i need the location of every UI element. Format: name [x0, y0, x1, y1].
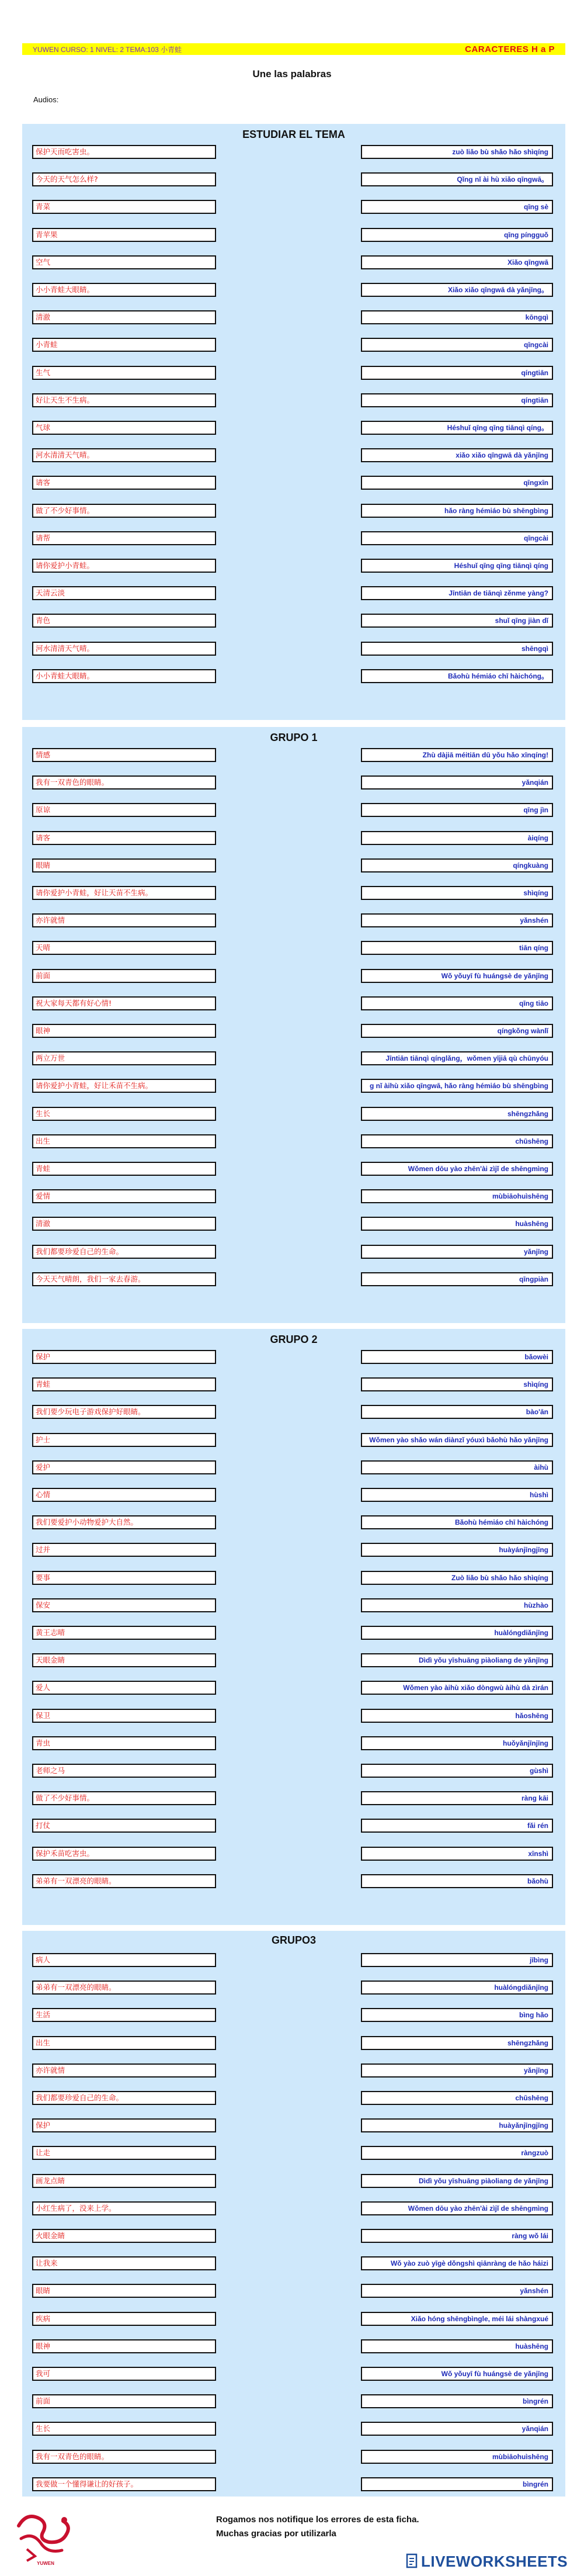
match-row — [22, 393, 565, 407]
right-pinyin-box[interactable]: Wǒmen dōu yào zhēn'ài zìjǐ de shēngmìng — [361, 1162, 553, 1176]
right-pinyin-box[interactable]: fǎi rén — [361, 1819, 553, 1833]
left-word-box[interactable]: 打仗 — [32, 1819, 216, 1833]
right-pinyin-box[interactable]: Wǒmen dōu yào zhēn'ài zìjǐ de shēngmìng — [361, 2201, 553, 2215]
right-pinyin-box[interactable]: Bǎohù hémiáo chī hàichóng — [361, 1515, 553, 1529]
right-pinyin-box[interactable]: bìngrén — [361, 2394, 553, 2408]
right-pinyin-box[interactable]: yǎnshén — [361, 2284, 553, 2298]
left-word-box[interactable]: 青苹果 — [32, 228, 216, 242]
right-pinyin-box[interactable]: xīnshì — [361, 1847, 553, 1861]
match-row — [22, 338, 565, 352]
right-pinyin-box[interactable]: qīngcài — [361, 531, 553, 545]
right-pinyin-box[interactable]: shēngzhǎng — [361, 1107, 553, 1121]
match-row — [22, 886, 565, 900]
right-pinyin-box[interactable]: qíngtiān — [361, 393, 553, 407]
right-pinyin-box[interactable]: Jīntiān tiānqì qínglǎng，wǒmen yījiā qù chūnyóu — [361, 1051, 553, 1065]
left-word-box[interactable]: 爱人 — [32, 1681, 216, 1695]
left-word-box[interactable]: 保护禾苗吃害虫。 — [32, 1847, 216, 1861]
section-title: GRUPO 2 — [270, 1334, 318, 1345]
left-word-box[interactable]: 生活 — [32, 2008, 216, 2022]
right-pinyin-box[interactable]: Dìdì yǒu yīshuāng piàoliang de yǎnjīng — [361, 1653, 553, 1667]
match-row — [22, 1460, 565, 1474]
left-word-box[interactable]: 眼神 — [32, 1024, 216, 1038]
match-row — [22, 2394, 565, 2408]
left-word-box[interactable]: 保安 — [32, 1598, 216, 1612]
right-pinyin-box[interactable]: yǎnqián — [361, 775, 553, 790]
left-word-box[interactable]: 弟弟有一双漂亮的眼睛。 — [32, 1981, 216, 1995]
match-row — [22, 858, 565, 872]
right-pinyin-box[interactable]: tiān qíng — [361, 941, 553, 955]
match-row — [22, 1245, 565, 1259]
left-word-box[interactable]: 画龙点睛 — [32, 2174, 216, 2188]
left-word-box[interactable]: 祝大家每天都有好心情! — [32, 996, 216, 1010]
match-row — [22, 1079, 565, 1093]
right-pinyin-box[interactable]: Wǒ yào zuò yīgè dǒngshì qiānràng de hǎo háizi — [361, 2256, 553, 2270]
match-row — [22, 2174, 565, 2188]
match-row — [22, 803, 565, 817]
right-pinyin-box[interactable]: gùshì — [361, 1764, 553, 1778]
match-row — [22, 1736, 565, 1750]
left-word-box[interactable]: 请你爱护小青蛙，好让天苗不生病。 — [32, 886, 216, 900]
match-row — [22, 228, 565, 242]
left-word-box[interactable]: 亦许就情 — [32, 2063, 216, 2078]
right-pinyin-box[interactable]: yǎnjīng — [361, 1245, 553, 1259]
match-row — [22, 1515, 565, 1529]
right-pinyin-box[interactable]: chūshēng — [361, 2091, 553, 2105]
left-word-box[interactable]: 小红生病了，没来上学。 — [32, 2201, 216, 2215]
right-pinyin-box[interactable]: g nǐ àihù xiǎo qīngwā, hǎo ràng hémiáo bù shēngbìng — [361, 1079, 553, 1093]
match-row — [22, 366, 565, 380]
left-word-box[interactable]: 要事 — [32, 1571, 216, 1585]
match-row — [22, 476, 565, 490]
logo-caption: YUWEN — [37, 2561, 54, 2566]
left-word-box[interactable]: 今天的天气怎么样? — [32, 172, 216, 186]
match-row — [22, 1107, 565, 1121]
match-row — [22, 1874, 565, 1888]
audios-label: Audios: — [33, 95, 59, 104]
right-pinyin-box[interactable]: zuò liǎo bù shǎo hǎo shìqíng — [361, 145, 553, 159]
left-word-box[interactable]: 天清云淡 — [32, 586, 216, 600]
right-pinyin-box[interactable]: qīng jìn — [361, 803, 553, 817]
left-word-box[interactable]: 清澈 — [32, 1217, 216, 1231]
left-word-box[interactable]: 小青蛙 — [32, 338, 216, 352]
match-row — [22, 1681, 565, 1695]
match-row — [22, 941, 565, 955]
match-row — [22, 310, 565, 324]
right-pinyin-box[interactable]: Zuò liǎo bù shǎo hǎo shìqíng — [361, 1571, 553, 1585]
match-row — [22, 1405, 565, 1419]
right-pinyin-box[interactable]: Xiǎo hóng shēngbìngle, méi lái shàngxué — [361, 2312, 553, 2326]
left-word-box[interactable]: 请你爱护小青蛙。 — [32, 559, 216, 573]
right-pinyin-box[interactable]: bìngrén — [361, 2477, 553, 2491]
right-pinyin-box[interactable]: Wǒ yǒuyī fù huángsè de yǎnjīng — [361, 2367, 553, 2381]
right-pinyin-box[interactable]: chūshēng — [361, 1134, 553, 1148]
right-pinyin-box[interactable]: qíngkǒng wànlǐ — [361, 1024, 553, 1038]
match-row — [22, 200, 565, 214]
right-pinyin-box[interactable]: bìng hǎo — [361, 2008, 553, 2022]
left-word-box[interactable]: 老师之马 — [32, 1764, 216, 1778]
left-word-box[interactable]: 请你爱护小青蛙，好让禾苗不生病。 — [32, 1079, 216, 1093]
left-word-box[interactable]: 请客 — [32, 831, 216, 845]
right-pinyin-box[interactable]: qīng píngguǒ — [361, 228, 553, 242]
right-pinyin-box[interactable]: Xiǎo qīngwā — [361, 255, 553, 269]
left-word-box[interactable]: 我们都要珍爱自己的生命。 — [32, 2091, 216, 2105]
right-pinyin-box[interactable]: ràngzuò — [361, 2146, 553, 2160]
match-row — [22, 2312, 565, 2326]
right-pinyin-box[interactable]: huàshēng — [361, 2339, 553, 2353]
match-row — [22, 1626, 565, 1640]
match-row — [22, 1847, 565, 1861]
left-word-box[interactable]: 空气 — [32, 255, 216, 269]
right-pinyin-box[interactable]: yǎnqián — [361, 2422, 553, 2436]
right-pinyin-box[interactable]: àihù — [361, 1460, 553, 1474]
right-pinyin-box[interactable]: Qǐng nǐ ài hù xiǎo qīngwā。 — [361, 172, 553, 186]
left-word-box[interactable]: 出生 — [32, 2036, 216, 2050]
left-word-box[interactable]: 天眼金睛 — [32, 1653, 216, 1667]
left-word-box[interactable]: 保护 — [32, 2118, 216, 2132]
match-row — [22, 1162, 565, 1176]
left-word-box[interactable]: 我们要少玩电子游戏保护好眼睛。 — [32, 1405, 216, 1419]
match-row — [22, 913, 565, 927]
match-row — [22, 2367, 565, 2381]
course-info: YUWEN CURSO: 1 NIVEL: 2 TEMA:103 小青蛙 — [33, 45, 182, 54]
right-pinyin-box[interactable]: Wǒ yǒuyī fù huángsè de yǎnjīng — [361, 969, 553, 983]
left-word-box[interactable]: 原谅 — [32, 803, 216, 817]
left-word-box[interactable]: 前面 — [32, 2394, 216, 2408]
right-pinyin-box[interactable]: xiǎo xiǎo qīngwā dà yǎnjīng — [361, 448, 553, 462]
match-row — [22, 145, 565, 159]
left-word-box[interactable]: 我们要爱护小动物爱护大自然。 — [32, 1515, 216, 1529]
left-word-box[interactable]: 气球 — [32, 421, 216, 435]
left-word-box[interactable]: 黄王志晴 — [32, 1626, 216, 1640]
right-pinyin-box[interactable]: huàlóngdiǎnjīng — [361, 1626, 553, 1640]
left-word-box[interactable]: 前面 — [32, 969, 216, 983]
right-pinyin-box[interactable]: jībìng — [361, 1953, 553, 1967]
left-word-box[interactable]: 保护天而吃害虫。 — [32, 145, 216, 159]
left-word-box[interactable]: 爱护 — [32, 1460, 216, 1474]
left-word-box[interactable]: 两立万世 — [32, 1051, 216, 1065]
right-pinyin-box[interactable]: kōngqì — [361, 310, 553, 324]
left-word-box[interactable]: 清澈 — [32, 310, 216, 324]
left-word-box[interactable]: 做了不少好事情。 — [32, 504, 216, 518]
left-word-box[interactable]: 爱情 — [32, 1189, 216, 1203]
left-word-box[interactable]: 青虫 — [32, 1736, 216, 1750]
match-row — [22, 1598, 565, 1612]
match-row — [22, 642, 565, 656]
right-pinyin-box[interactable]: shìqíng — [361, 886, 553, 900]
match-row — [22, 2201, 565, 2215]
left-word-box[interactable]: 我可 — [32, 2367, 216, 2381]
right-pinyin-box[interactable]: huàlóngdiǎnjīng — [361, 1981, 553, 1995]
left-word-box[interactable]: 我有一双青色的眼睛。 — [32, 2450, 216, 2464]
right-pinyin-box[interactable]: Héshuǐ qīng qīng tiānqì qíng。 — [361, 421, 553, 435]
left-word-box[interactable]: 眼睛 — [32, 2284, 216, 2298]
right-pinyin-box[interactable]: huàyánjīngjīng — [361, 1543, 553, 1557]
right-pinyin-box[interactable]: ràng kāi — [361, 1791, 553, 1805]
match-row — [22, 1571, 565, 1585]
match-row — [22, 1791, 565, 1805]
left-word-box[interactable]: 做了不少好事情。 — [32, 1791, 216, 1805]
left-word-box[interactable]: 小小青蛙大眼睛。 — [32, 669, 216, 683]
match-row — [22, 831, 565, 845]
match-row — [22, 1488, 565, 1502]
left-word-box[interactable]: 我要做一个懂得谦让的好孩子。 — [32, 2477, 216, 2491]
match-row — [22, 559, 565, 573]
match-row — [22, 1653, 565, 1667]
right-pinyin-box[interactable]: huǒyǎnjīnjīng — [361, 1736, 553, 1750]
right-pinyin-box[interactable]: Dìdì yǒu yīshuāng piàoliang de yǎnjīng — [361, 2174, 553, 2188]
match-row — [22, 775, 565, 790]
match-row — [22, 1051, 565, 1065]
match-row — [22, 1819, 565, 1833]
left-word-box[interactable]: 过并 — [32, 1543, 216, 1557]
right-pinyin-box[interactable]: Wǒmen yào shǎo wán diànzǐ yóuxì bǎohù hǎo yǎnjīng — [361, 1433, 553, 1447]
left-word-box[interactable]: 今天天气晴朗，我们一家去春游。 — [32, 1272, 216, 1286]
right-pinyin-box[interactable]: qíngtiān — [361, 366, 553, 380]
right-pinyin-box[interactable]: Xiǎo xiǎo qīngwā dà yǎnjīng。 — [361, 283, 553, 297]
left-word-box[interactable]: 情感 — [32, 748, 216, 762]
right-pinyin-box[interactable]: bào'ān — [361, 1405, 553, 1419]
right-pinyin-box[interactable]: hùshì — [361, 1488, 553, 1502]
match-row — [22, 614, 565, 628]
left-word-box[interactable]: 天晴 — [32, 941, 216, 955]
left-word-box[interactable]: 河水清清天气晴。 — [32, 448, 216, 462]
match-row — [22, 255, 565, 269]
left-word-box[interactable]: 青蛙 — [32, 1377, 216, 1391]
match-row — [22, 448, 565, 462]
match-row — [22, 283, 565, 297]
section-title: GRUPO3 — [271, 1934, 317, 1946]
right-pinyin-box[interactable]: huàshēng — [361, 1217, 553, 1231]
match-row — [22, 1543, 565, 1557]
brand-text: LIVEWORKSHEETS — [421, 2553, 568, 2570]
match-row — [22, 2118, 565, 2132]
right-pinyin-box[interactable]: ràng wǒ lái — [361, 2229, 553, 2243]
right-pinyin-box[interactable]: hǎoshēng — [361, 1709, 553, 1723]
left-word-box[interactable]: 心情 — [32, 1488, 216, 1502]
right-pinyin-box[interactable]: shìqíng — [361, 1377, 553, 1391]
left-word-box[interactable]: 病人 — [32, 1953, 216, 1967]
right-pinyin-box[interactable]: Zhù dàjiā méitiān dū yǒu hǎo xīnqíng! — [361, 748, 553, 762]
match-row — [22, 2450, 565, 2464]
right-pinyin-box[interactable]: qīng sè — [361, 200, 553, 214]
match-row — [22, 748, 565, 762]
match-row — [22, 996, 565, 1010]
right-pinyin-box[interactable]: qīng tiāo — [361, 996, 553, 1010]
left-word-box[interactable]: 请客 — [32, 476, 216, 490]
left-word-box[interactable]: 生长 — [32, 2422, 216, 2436]
match-row — [22, 421, 565, 435]
left-word-box[interactable]: 眼睛 — [32, 858, 216, 872]
right-pinyin-box[interactable]: bǎowèi — [361, 1350, 553, 1364]
match-row — [22, 1377, 565, 1391]
right-pinyin-box[interactable]: Bǎohù hémiáo chī hàichóng。 — [361, 669, 553, 683]
liveworksheets-icon — [406, 2553, 419, 2568]
left-word-box[interactable]: 我们都要珍爱自己的生命。 — [32, 1245, 216, 1259]
left-word-box[interactable]: 生长 — [32, 1107, 216, 1121]
right-pinyin-box[interactable]: hǎo ràng hémiáo bù shēngbìng — [361, 504, 553, 518]
left-word-box[interactable]: 保卫 — [32, 1709, 216, 1723]
top-header-bar — [22, 43, 565, 55]
right-pinyin-box[interactable]: bǎohù — [361, 1874, 553, 1888]
match-row — [22, 2477, 565, 2491]
right-pinyin-box[interactable]: qíngkuàng — [361, 858, 553, 872]
match-row — [22, 1217, 565, 1231]
left-word-box[interactable]: 亦许就情 — [32, 913, 216, 927]
match-row — [22, 2036, 565, 2050]
match-row — [22, 1272, 565, 1286]
left-word-box[interactable]: 保护 — [32, 1350, 216, 1364]
dragon-logo — [15, 2508, 77, 2567]
match-row — [22, 1433, 565, 1447]
match-row — [22, 969, 565, 983]
right-pinyin-box[interactable]: shēngqì — [361, 642, 553, 656]
section-title: GRUPO 1 — [270, 732, 318, 743]
footer-note-line1: Rogamos nos notifique los errores de esta ficha. — [216, 2515, 419, 2525]
match-row — [22, 531, 565, 545]
footer-note-line2: Muchas gracias por utilizarla — [216, 2529, 336, 2539]
match-row — [22, 1709, 565, 1723]
right-pinyin-box[interactable]: Héshuǐ qīng qīng tiānqì qíng — [361, 559, 553, 573]
match-row — [22, 1981, 565, 1995]
liveworksheets-brand[interactable] — [406, 2553, 568, 2571]
left-word-box[interactable]: 让走 — [32, 2146, 216, 2160]
right-pinyin-box[interactable]: shēngzhǎng — [361, 2036, 553, 2050]
right-pinyin-box[interactable]: àiqíng — [361, 831, 553, 845]
left-word-box[interactable]: 好让天生不生病。 — [32, 393, 216, 407]
right-pinyin-box[interactable]: huàyǎnjīngjīng — [361, 2118, 553, 2132]
match-row — [22, 2146, 565, 2160]
left-word-box[interactable]: 让我来 — [32, 2256, 216, 2270]
match-row — [22, 2422, 565, 2436]
right-pinyin-box[interactable]: mùbiāohuìshēng — [361, 2450, 553, 2464]
left-word-box[interactable]: 出生 — [32, 1134, 216, 1148]
match-row — [22, 1024, 565, 1038]
match-row — [22, 1350, 565, 1364]
right-pinyin-box[interactable]: qīngpiàn — [361, 1272, 553, 1286]
match-row — [22, 1764, 565, 1778]
right-pinyin-box[interactable]: qīngxīn — [361, 476, 553, 490]
match-row — [22, 2091, 565, 2105]
left-word-box[interactable]: 河水清清天气晴。 — [32, 642, 216, 656]
match-row — [22, 2256, 565, 2270]
left-word-box[interactable]: 青色 — [32, 614, 216, 628]
match-row — [22, 669, 565, 683]
left-word-box[interactable]: 弟弟有一双漂亮的眼睛。 — [32, 1874, 216, 1888]
match-row — [22, 2063, 565, 2078]
match-row — [22, 586, 565, 600]
match-row — [22, 504, 565, 518]
match-row — [22, 1134, 565, 1148]
match-row — [22, 2284, 565, 2298]
left-word-box[interactable]: 我有一双青色的眼睛。 — [32, 775, 216, 790]
worksheet-subtitle: CARACTERES H a P — [465, 44, 555, 54]
match-row — [22, 2229, 565, 2243]
left-word-box[interactable]: 火眼金睛 — [32, 2229, 216, 2243]
right-pinyin-box[interactable]: Jīntiān de tiānqì zěnme yàng? — [361, 586, 553, 600]
left-word-box[interactable]: 请帮 — [32, 531, 216, 545]
right-pinyin-box[interactable]: yǎnjīng — [361, 2063, 553, 2078]
right-pinyin-box[interactable]: hùzhào — [361, 1598, 553, 1612]
left-word-box[interactable]: 青菜 — [32, 200, 216, 214]
left-word-box[interactable]: 生气 — [32, 366, 216, 380]
left-word-box[interactable]: 青蛙 — [32, 1162, 216, 1176]
left-word-box[interactable]: 小小青蛙大眼睛。 — [32, 283, 216, 297]
right-pinyin-box[interactable]: shuǐ qīng jiàn dǐ — [361, 614, 553, 628]
match-row — [22, 1953, 565, 1967]
left-word-box[interactable]: 疾病 — [32, 2312, 216, 2326]
match-row — [22, 2339, 565, 2353]
match-row — [22, 1189, 565, 1203]
left-word-box[interactable]: 眼神 — [32, 2339, 216, 2353]
match-row — [22, 2008, 565, 2022]
left-word-box[interactable]: 护士 — [32, 1433, 216, 1447]
right-pinyin-box[interactable]: mùbiāohuìshēng — [361, 1189, 553, 1203]
section-title: ESTUDIAR EL TEMA — [242, 129, 345, 140]
right-pinyin-box[interactable]: Wǒmen yào àihù xiǎo dòngwù àihù dà zìrán — [361, 1681, 553, 1695]
match-row — [22, 172, 565, 186]
page-title: Une las palabras — [252, 68, 332, 79]
right-pinyin-box[interactable]: qīngcài — [361, 338, 553, 352]
right-pinyin-box[interactable]: yǎnshén — [361, 913, 553, 927]
